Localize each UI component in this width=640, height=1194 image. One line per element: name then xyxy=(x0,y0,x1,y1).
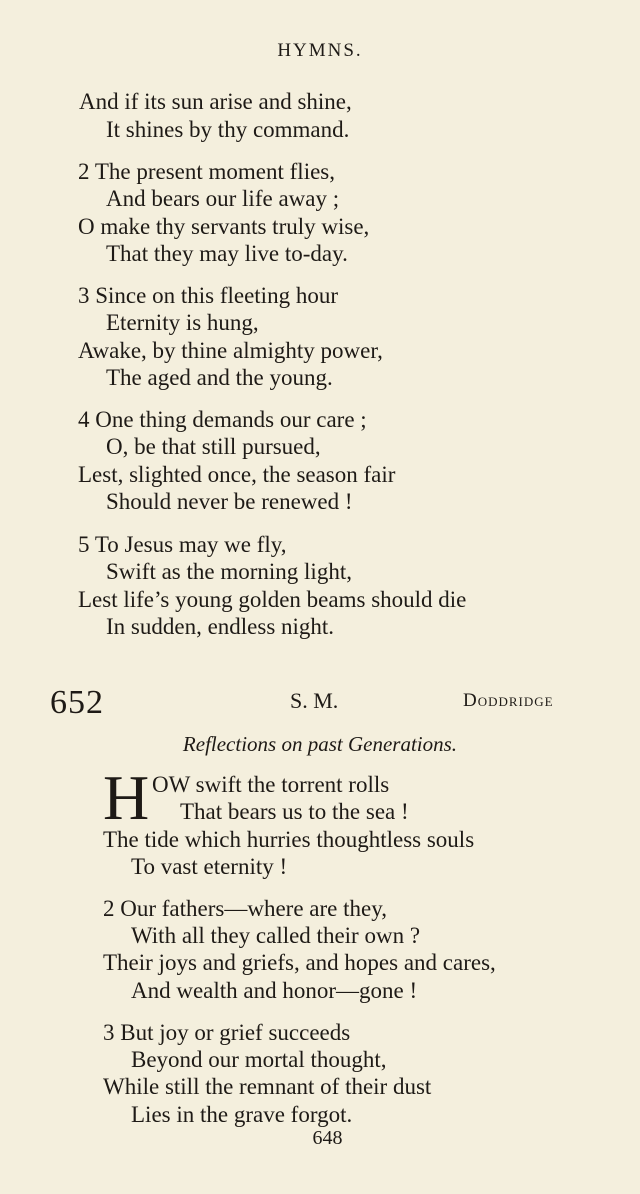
verse-line: Beyond our mortal thought, xyxy=(131,1047,387,1072)
verse-line: O make thy servants truly wise, xyxy=(78,214,370,239)
hymn-title: Reflections on past Generations. xyxy=(182,732,458,756)
verse-line: With all they called their own ? xyxy=(131,923,421,948)
running-title: HYMNS. xyxy=(277,40,363,61)
drop-cap: H xyxy=(103,762,150,833)
verse-line: 2 The present moment flies, xyxy=(78,159,335,184)
verse-line: And if its sun arise and shine, xyxy=(79,89,352,114)
verse-line: OW swift the torrent rolls xyxy=(152,772,390,797)
hymn-meter: S. M. xyxy=(290,688,339,713)
page-number: 648 xyxy=(312,1127,343,1149)
verse-line: 5 To Jesus may we fly, xyxy=(78,532,287,557)
verse-line: And wealth and honor—gone ! xyxy=(131,978,418,1003)
verse-line: 2 Our fathers—where are they, xyxy=(103,896,387,921)
verse-line: It shines by thy command. xyxy=(106,117,350,142)
verse-line: That bears us to the sea ! xyxy=(180,799,409,824)
verse-line: In sudden, endless night. xyxy=(106,614,335,639)
verse-line: 4 One thing demands our care ; xyxy=(78,407,367,432)
verse-line: Lest life’s young golden beams should die xyxy=(78,587,467,612)
verse-line: Lest, slighted once, the season fair xyxy=(78,462,396,487)
verse-line: And bears our life away ; xyxy=(106,186,340,211)
verse-line: While still the remnant of their dust xyxy=(103,1074,432,1099)
verse-line: Awake, by thine almighty power, xyxy=(78,338,383,363)
hymn-author: Doddridge xyxy=(463,690,554,711)
verse-line: That they may live to-day. xyxy=(106,241,348,266)
verse-line: 3 But joy or grief succeeds xyxy=(103,1020,351,1045)
verse-line: Should never be renewed ! xyxy=(106,489,353,514)
verse-line: The aged and the young. xyxy=(106,365,333,390)
verse-line: The tide which hurries thoughtless souls xyxy=(103,827,475,852)
verse-line: Lies in the grave forgot. xyxy=(131,1102,353,1127)
verse-line: To vast eternity ! xyxy=(131,854,288,879)
verse-line: Eternity is hung, xyxy=(106,310,259,335)
hymn-number: 652 xyxy=(50,684,104,721)
verse-line: Their joys and griefs, and hopes and cares, xyxy=(103,950,496,975)
verse-line: 3 Since on this fleeting hour xyxy=(78,283,338,308)
verse-line: O, be that still pursued, xyxy=(106,434,321,459)
verse-line: Swift as the morning light, xyxy=(106,559,352,584)
